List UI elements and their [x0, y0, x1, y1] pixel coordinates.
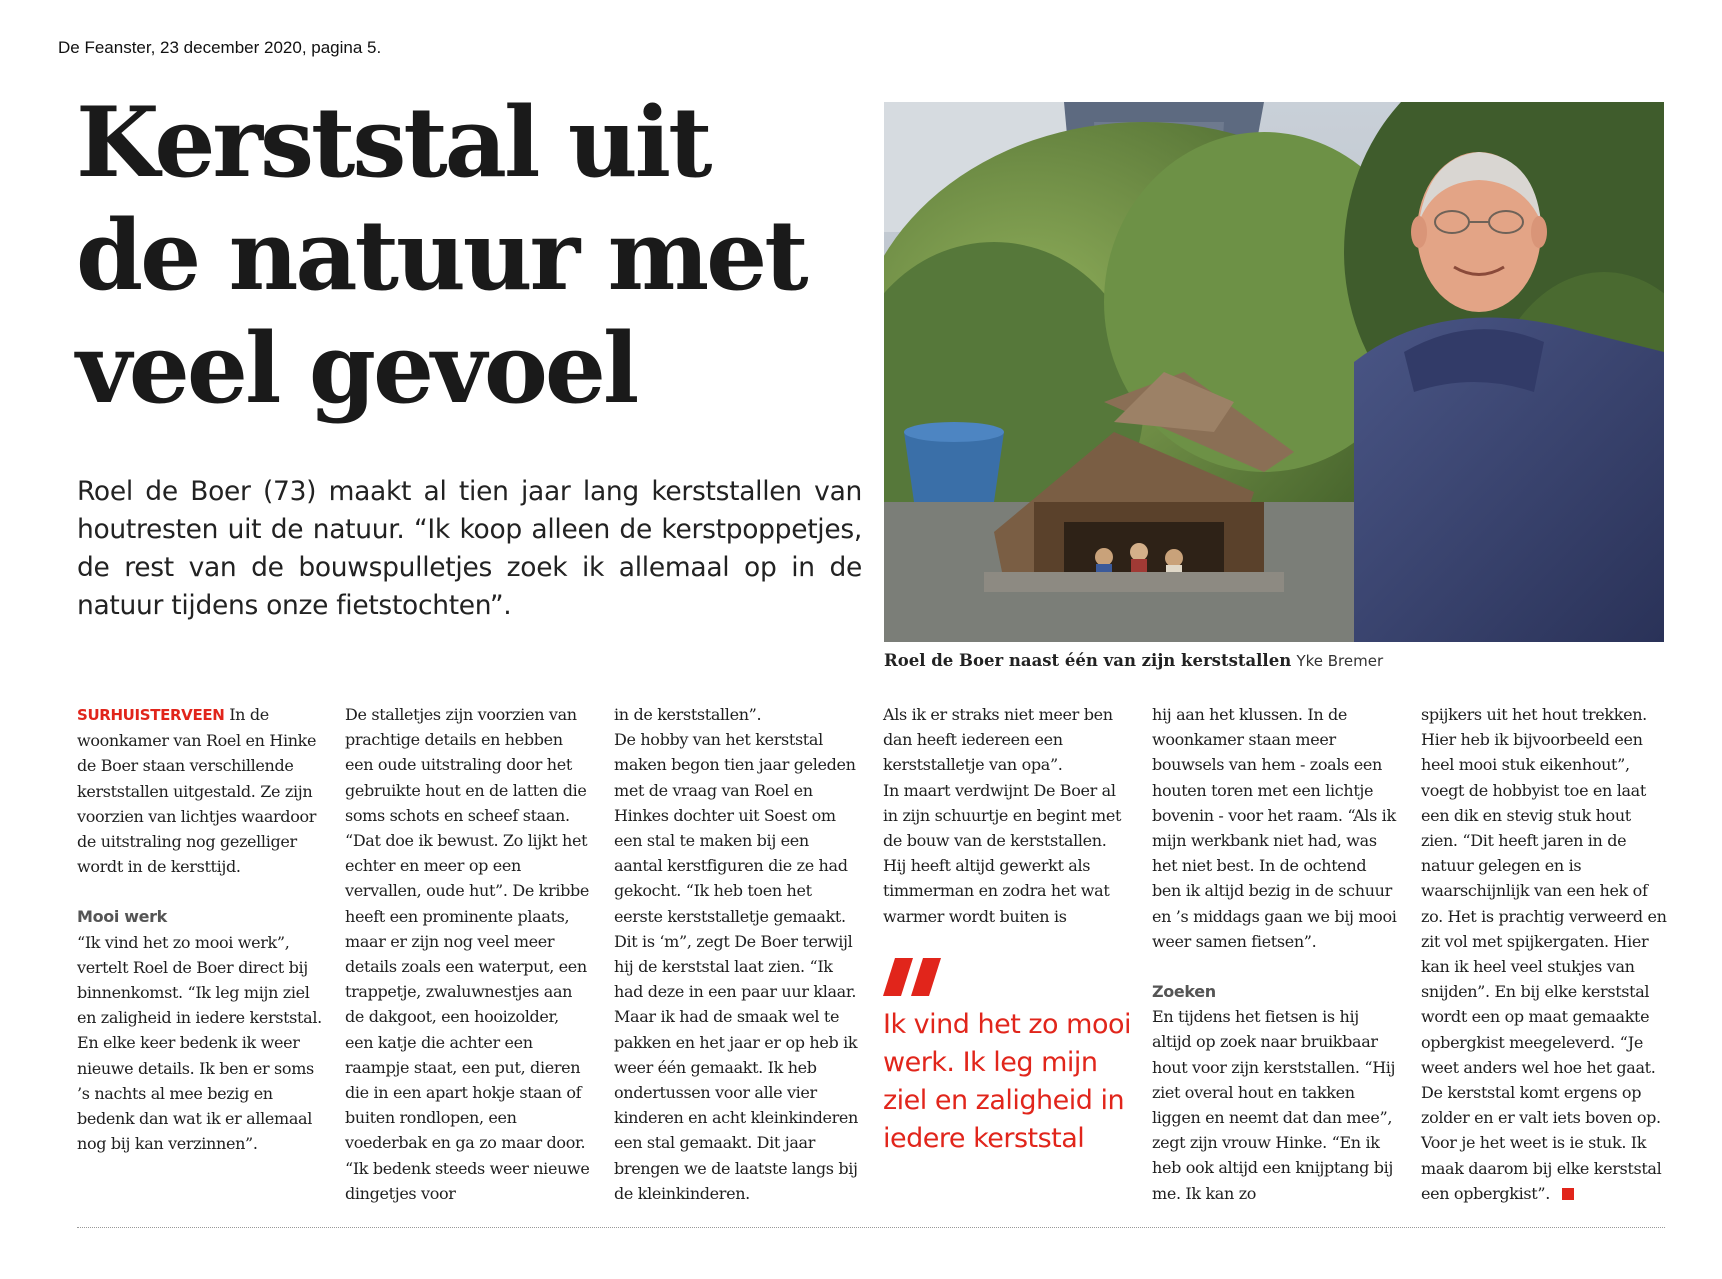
intro-paragraph: Roel de Boer (73) maakt al tien jaar lang kerststallen van houtresten uit de natuur. “Ik koop alleen de kerstpoppetjes, de rest van de bouwspulletjes zoek ik allemaal op in de natuur tijdens onze fietstochten”.	[77, 476, 862, 621]
quote-mark-icon	[883, 958, 949, 996]
article-column-2	[345, 702, 591, 1206]
article-column-1	[77, 702, 323, 1156]
column-3-paragraph-1: in de kerststallen”.	[614, 705, 762, 724]
source-line: De Feanster, 23 december 2020, pagina 5.	[58, 38, 382, 57]
column-1-paragraph-1	[77, 702, 323, 879]
pull-quote	[883, 958, 1133, 1158]
column-2-paragraph: De stalletjes zijn voorzien van prachtige details en hebben een oude uitstraling door het gebruikte hout en de latten die soms schots en scheef staan. “Dat doe ik bewust. Zo lijkt het echter en meer op een vervallen, oude hut”. De kribbe heeft een prominente plaats, maar er zijn nog veel meer details zoals een waterput, een trappetje, zwaluwnestjes aan de dakgoot, een hooizolder, een katje die achter een raampje staat, een put, dieren die in een apart hokje staan of buiten rondlopen, een voederbak en ga zo maar door. “Ik bedenk steeds weer nieuwe dingetjes voor	[345, 705, 590, 1203]
column-6-text: spijkers uit het hout trekken. Hier heb ik bijvoorbeeld een heel mooi stuk eikenhout”, voegt de hobbyist toe en laat een dik en stevig stuk hout zien. “Dit heeft jaren in de natuur gelegen en is waarschijnlijk van een hek of zo. Het is prachtig verweerd en zit vol met spijkergaten. Hier kan ik heel veel stukjes van snijden”. En bij elke kerststal wordt een op maat gemaakte opbergkist meegeleverd. “Je weet anders wel hoe het gaat. De kerststal komt ergens op zolder en er valt iets boven op. Voor je het weet is ie stuk. Ik maak daarom bij elke kerststal een opbergkist”.	[1421, 705, 1667, 1203]
column-3-paragraph-2: De hobby van het kerststal maken begon tien jaar geleden met de vraag van Roel en Hinkes dochter uit Soest om een stal te maken bij een aantal kerstfiguren die ze had gekocht. “Ik heb toen het eerste kerststalletje gemaakt. Dit is ‘m”, zegt De Boer terwijl hij de kerststal laat zien. “Ik had deze in een paar uur klaar. Maar ik had de smaak wel te pakken en het jaar er op heb ik weer één gemaakt. Ik heb ondertussen voor alle vier kinderen en acht kleinkinderen een stal gemaakt. Dit jaar brengen we de laatste langs bij de kleinkinderen.	[614, 730, 858, 1203]
column-1-paragraph-2: “Ik vind het zo mooi werk”, vertelt Roel de Boer direct bij binnenkomst. “Ik leg mijn ziel en zaligheid in iedere kerststal. En elke keer bedenk ik weer nieuwe details. Ik ben er soms ’s nachts al mee bezig en bedenk dan wat ik er allemaal nog bij kan verzinnen”.	[77, 932, 322, 1154]
bottom-divider	[77, 1227, 1665, 1228]
column-5-paragraph-1: hij aan het klussen. In de woonkamer staan meer bouwsels van hem - zoals een houten toren met een lichtje bovenin - voor het raam. “Als ik mijn werkbank niet had, was het niet best. In de ochtend ben ik altijd bezig in de schuur en ’s middags gaan we bij mooi weer samen fietsen”.	[1152, 705, 1397, 951]
end-of-article-icon	[1562, 1188, 1574, 1200]
subheading-zoeken: Zoeken	[1152, 982, 1216, 1002]
article-photo	[884, 102, 1664, 642]
column-5-paragraph-2: En tijdens het fietsen is hij altijd op zoek naar bruikbaar hout voor zijn kerststallen. “Hij ziet overal hout en takken liggen en neemt dat dan mee”, zegt zijn vrouw Hinke. “En ik heb ook altijd een knijptang bij me. Ik kan zo	[1152, 1007, 1396, 1203]
article-column-6	[1421, 702, 1667, 1206]
headline	[76, 86, 876, 425]
column-6-paragraph	[1421, 702, 1667, 1206]
photo-credit: Yke Bremer	[1296, 652, 1384, 670]
headline-line-2: de natuur met	[76, 199, 806, 312]
article-column-4	[883, 702, 1129, 929]
subheading-mooi-werk: Mooi werk	[77, 907, 167, 927]
dateline: SURHUISTERVEEN	[77, 706, 225, 724]
column-4-paragraph-1: Als ik er straks niet meer ben dan heeft iedereen een kerststalletje van opa”.	[883, 705, 1113, 775]
photo-caption	[884, 651, 1684, 670]
article-column-3	[614, 702, 860, 1206]
caption-text: Roel de Boer naast één van zijn kerststallen	[884, 651, 1292, 670]
pull-quote-text: Ik vind het zo mooi werk. Ik leg mijn ziel en zaligheid in iedere kerststal	[883, 1009, 1132, 1154]
column-4-paragraph-2: In maart verdwijnt De Boer al in zijn schuurtje en begint met de bouw van de kerststallen. Hij heeft altijd gewerkt als timmerman en zodra het wat warmer wordt buiten is	[883, 780, 1122, 926]
photo-illustration	[884, 102, 1664, 642]
article-column-5	[1152, 702, 1398, 1206]
headline-line-1: Kerststal uit	[76, 86, 710, 199]
headline-line-3: veel gevoel	[76, 312, 637, 425]
column-1-text-1: In de woonkamer van Roel en Hinke de Boer staan verschillende kerststallen uitgestald. Ze zijn voorzien van lichtjes waardoor de uitstraling nog gezelliger wordt in de kersttijd.	[77, 705, 317, 877]
